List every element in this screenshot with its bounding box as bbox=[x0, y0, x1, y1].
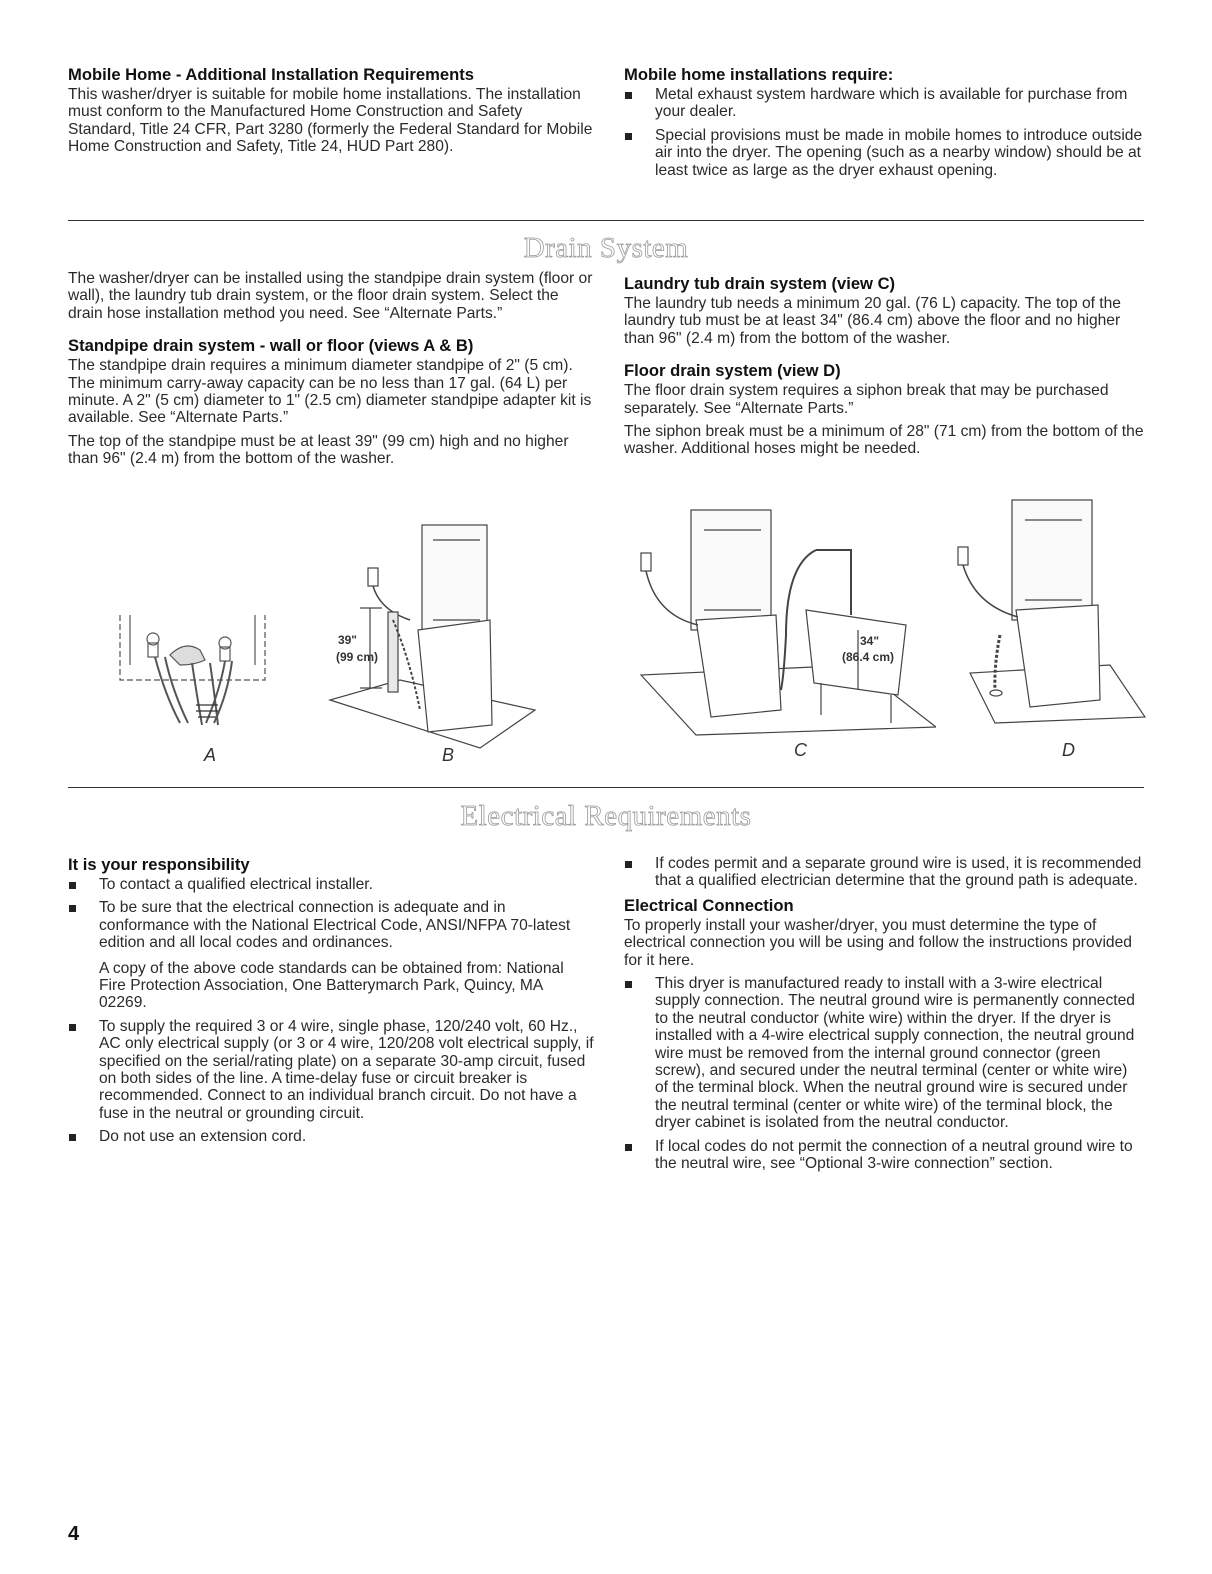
electrical-right-column bbox=[624, 855, 1144, 1179]
drain-intro: The washer/dryer can be installed using the standpipe drain system (floor or wall), the laundry tub drain system, or the floor drain system. Select the drain hose installation method you need. See “Alternate Parts.” bbox=[68, 270, 593, 322]
mobile-home-require-heading: Mobile home installations require: bbox=[624, 65, 894, 84]
section-divider bbox=[68, 220, 1144, 221]
figure-c-dim-in: 34" bbox=[860, 634, 880, 648]
list-item: Do not use an extension cord. bbox=[68, 1128, 594, 1145]
page-number: 4 bbox=[68, 1523, 80, 1545]
figure-d-floor-drain bbox=[950, 495, 1150, 735]
list-item: This dryer is manufactured ready to install with a 3-wire electrical supply connection. The neutral ground wire is permanently connected to the neutral conductor (white wire) within the dryer. If the dryer is installed with a 4-wire electrical supply connection, the neutral ground wire must be removed from the internal ground connector (green screw), and secured under the neutral terminal (center or white wire) of the terminal block. When the neutral ground wire is secured under the neutral terminal (center or white wire) of the terminal block, the dryer cabinet is isolated from the neutral conductor. bbox=[624, 975, 1144, 1132]
mobile-home-require-list bbox=[624, 86, 1144, 179]
figure-b-label: B bbox=[442, 745, 455, 765]
laundry-tub-paragraph: The laundry tub needs a minimum 20 gal. (76 L) capacity. The top of the laundry tub must be at least 34" (86.4 cm) above the floor and no higher than 96" (2.4 m) from the bottom of the washer. bbox=[624, 295, 1121, 347]
standpipe-paragraph-2: The top of the standpipe must be at least 39" (99 cm) high and no higher than 96" (2.4 m) from the bottom of the washer. bbox=[68, 432, 569, 468]
list-item: If local codes do not permit the connection of a neutral ground wire to the neutral wire, see “Optional 3-wire connection” section. bbox=[624, 1138, 1144, 1173]
figure-c-laundry-tub bbox=[636, 505, 936, 745]
list-item: Metal exhaust system hardware which is available for purchase from your dealer. bbox=[624, 86, 1144, 121]
responsibility-heading: It is your responsibility bbox=[68, 855, 250, 874]
figure-b-dim-cm: (99 cm) bbox=[335, 650, 378, 664]
mobile-home-heading: Mobile Home - Additional Installation Requirements bbox=[68, 65, 474, 84]
list-item: Special provisions must be made in mobile homes to introduce outside air into the dryer. The opening (such as a nearby window) should be at least twice as large as the dryer exhaust opening. bbox=[624, 127, 1144, 179]
standpipe-heading: Standpipe drain system - wall or floor (views A & B) bbox=[68, 336, 474, 356]
drain-right-column bbox=[624, 274, 1144, 464]
figure-b-floor-standpipe bbox=[300, 520, 540, 750]
floor-drain-paragraph-1: The floor drain system requires a siphon break that may be purchased separately. See “Alternate Parts.” bbox=[624, 382, 1109, 417]
figure-c-dim-cm: (86.4 cm) bbox=[842, 650, 895, 664]
code-standards-note: A copy of the above code standards can be obtained from: National Fire Protection Association, One Batterymarch Park, Quincy, MA 02269. bbox=[99, 959, 564, 1012]
floor-drain-heading: Floor drain system (view D) bbox=[624, 361, 841, 381]
figure-a-label: A bbox=[204, 745, 217, 765]
laundry-tub-heading: Laundry tub drain system (view C) bbox=[624, 274, 896, 293]
responsibility-list bbox=[68, 876, 594, 1146]
section-divider bbox=[68, 787, 1144, 788]
mobile-home-right-column bbox=[624, 65, 1144, 185]
floor-drain-paragraph-2: The siphon break must be a minimum of 28" (71 cm) from the bottom of the washer. Additional hoses might be needed. bbox=[624, 423, 1144, 458]
electrical-connection-list bbox=[624, 975, 1144, 1172]
figure-c-label: C bbox=[794, 740, 807, 760]
standpipe-paragraph-1: The standpipe drain requires a minimum diameter standpipe of 2" (5 cm). The minimum carry-away capacity can be no less than 17 gal. (64 L) per minute. A 2" (5 cm) diameter to 1" (2.5 cm) diameter standpipe adapter kit is available. See “Alternate Parts.” bbox=[68, 357, 592, 427]
mobile-home-left-column bbox=[68, 65, 594, 162]
figure-d-label: D bbox=[1062, 740, 1075, 760]
list-item: To supply the required 3 or 4 wire, single phase, 120/240 volt, 60 Hz., AC only electrical supply (or 3 or 4 wire, 120/208 volt electrical supply, if specified on the serial/rating plate) on a separate 30-amp circuit, fused on both sides of the line. A time-delay fuse or circuit breaker is recommended. Connect to an individual branch circuit. Do not have a fuse in the neutral or grounding circuit. bbox=[68, 1018, 594, 1122]
ground-wire-list bbox=[624, 855, 1144, 890]
list-item bbox=[68, 899, 594, 1011]
drain-system-title: Drain System bbox=[523, 232, 689, 264]
mobile-home-body: This washer/dryer is suitable for mobile home installations. The installation must conform to the Manufactured Home Construction and Safety Standard, Title 24 CFR, Part 3280 (formerly the Federal Standard for Mobile Home Construction and Safety, Title 24, HUD Part 280). bbox=[68, 86, 593, 156]
list-item-text: To be sure that the electrical connection is adequate and in conformance with the National Electrical Code, ANSI/NFPA 70-latest edition and all local codes and ordinances. bbox=[99, 899, 571, 952]
figure-a-wall-standpipe bbox=[110, 605, 280, 735]
figure-b-dim-in: 39" bbox=[337, 633, 357, 647]
electrical-connection-paragraph: To properly install your washer/dryer, you must determine the type of electrical connection you will be using and follow the instructions provided for it here. bbox=[624, 916, 1132, 969]
electrical-connection-heading: Electrical Connection bbox=[624, 895, 794, 915]
list-item: If codes permit and a separate ground wire is used, it is recommended that a qualified electrician determine that the ground path is adequate. bbox=[624, 855, 1144, 890]
electrical-left-column bbox=[68, 855, 594, 1152]
list-item: To contact a qualified electrical installer. bbox=[68, 876, 594, 893]
electrical-requirements-title: Electrical Requirements bbox=[460, 800, 752, 832]
drain-left-column bbox=[68, 270, 594, 474]
